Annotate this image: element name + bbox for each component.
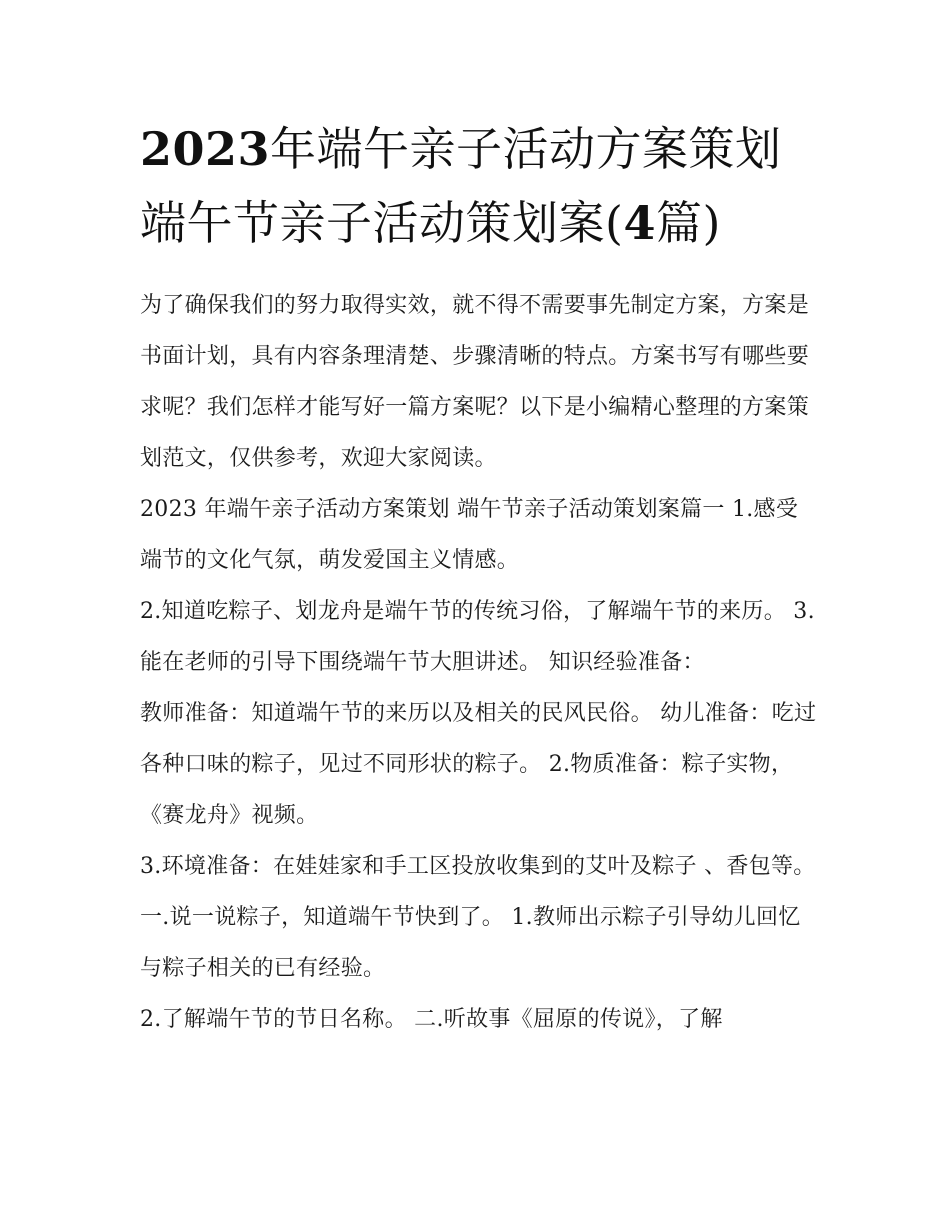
plan-heading-paragraph: 2023 年端午亲子活动方案策划 端午节亲子活动策划案篇一 1.感受端节的文化气氛，萌发爱国主义情感。 xyxy=(140,497,799,573)
title-line-1-text: 年端午亲子活动方案策划 xyxy=(270,122,782,176)
title-count: 4 xyxy=(623,196,656,250)
festival-name-paragraph: 2.了解端午节的节日名称。 二.听故事《屈原的传说》，了解 xyxy=(140,1007,723,1032)
intro-paragraph: 为了确保我们的努力取得实效，就不得不需要事先制定方案，方案是书面计划，具有内容条理清楚、步骤清晰的特点。方案书写有哪些要求呢？我们怎样才能写好一篇方案呢？以下是小编精心整理的方案策划范文，仅供参考，欢迎大家阅读。 xyxy=(140,293,810,471)
document-body xyxy=(140,280,820,1045)
document-title xyxy=(140,112,820,260)
title-line-2 xyxy=(140,196,721,250)
preparation-paragraph: 教师准备：知道端午节的来历以及相关的民风民俗。 幼儿准备：吃过各种口味的粽子，见过不同形状的粽子。 2.物质准备：粽子实物，《赛龙舟》视频。 xyxy=(140,701,817,828)
title-line-1 xyxy=(140,122,782,176)
title-line-2-end: 篇) xyxy=(655,196,721,250)
goals-paragraph: 2.知道吃粽子、划龙舟是端午节的传统习俗，了解端午节的来历。 3.能在老师的引导下围绕端午节大胆讲述。 知识经验准备： xyxy=(140,599,815,675)
title-year: 2023 xyxy=(140,122,271,176)
title-line-2-text: 端午节亲子活动策划案( xyxy=(140,196,624,250)
environment-paragraph: 3.环境准备：在娃娃家和手工区投放收集到的艾叶及粽子 、香包等。 一.说一说粽子，知道端午节快到了。 1.教师出示粽子引导幼儿回忆与粽子相关的已有经验。 xyxy=(140,854,816,981)
